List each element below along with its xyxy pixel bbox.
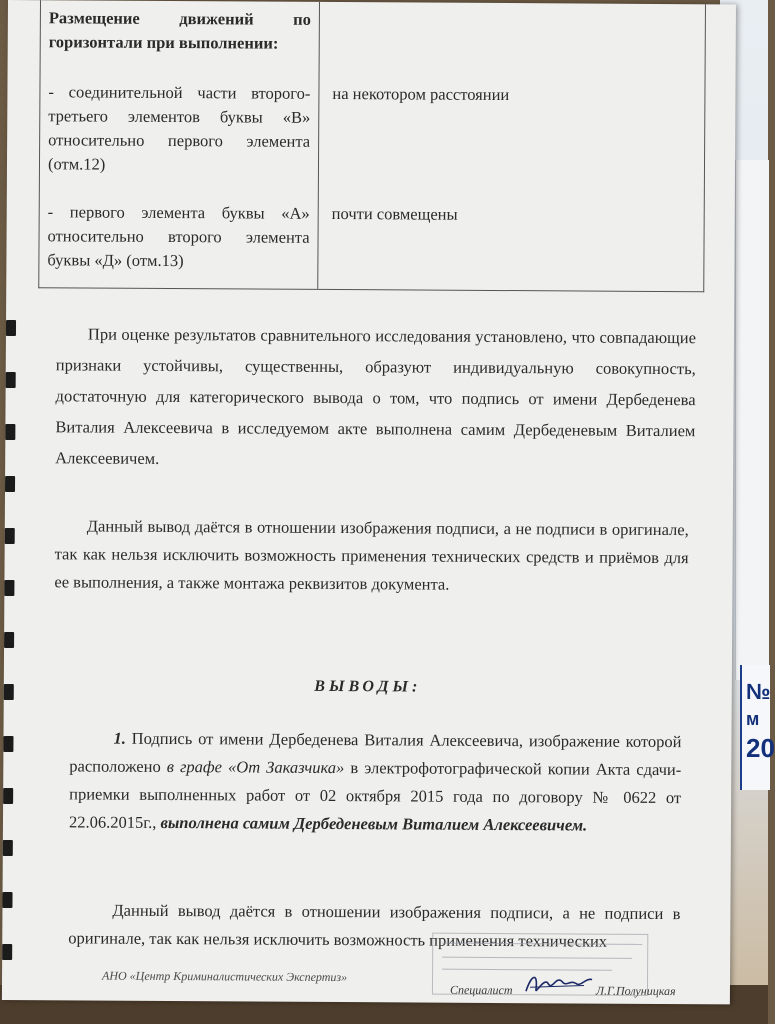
- signature: [522, 969, 594, 999]
- card-glyph-1: №: [746, 679, 771, 704]
- comparison-table: [38, 0, 706, 292]
- footer-organization: АНО «Центр Криминалистических Экспертиз»: [101, 968, 348, 985]
- spiral-binding: [2, 320, 16, 1000]
- table-row-2-feature: - первого элемента буквы «А» относительно второго элемента буквы «Д» (отм.13): [47, 202, 310, 271]
- table-row-1-value: на некотором расстоянии: [332, 83, 510, 105]
- conclusion-number: 1.: [113, 728, 126, 748]
- conclusion-text-b: в электрофотографической копии Акта сдачи-приемки выполненных работ от 02 октября 2015 года по договору № 0622 от 22.06.2015г.,: [68, 758, 682, 832]
- conclusion-text-italic: в графе «От Заказчика»: [166, 756, 345, 778]
- background-card: [735, 160, 769, 680]
- table-divider: [317, 2, 320, 289]
- document-page: [2, 0, 736, 1004]
- card-glyph-3: 20: [746, 733, 775, 763]
- table-header: Размещение движений по горизонтали при выполнении:: [48, 8, 311, 53]
- footer-specialist-name: Л.Г.Полуницкая: [595, 983, 676, 999]
- conclusion-text-bold: выполнена самим Дербеденевым Виталием Алексеевичем.: [160, 812, 588, 835]
- conclusion-item-1: [69, 724, 682, 840]
- background-blue-card: [740, 665, 775, 790]
- paragraph-final-caveat: Данный вывод даётся в отношении изображения подписи, а не подписи в оригинале, так как нельзя исключить возможность применения технических: [68, 900, 681, 951]
- card-glyph-2: м: [746, 709, 760, 729]
- paragraph-caveat: Данный вывод даётся в отношении изображения подписи, а не подписи в оригинале, так как нельзя исключить возможность применения технических средств и приёмов для ее выполнения, а также монтажа реквизитов документа.: [54, 516, 689, 594]
- footer-specialist-label: Специалист: [449, 982, 513, 998]
- conclusions-heading: ВЫВОДЫ:: [314, 677, 422, 696]
- paragraph-findings: При оценке результатов сравнительного исследования установлено, что совпадающие признаки устойчивы, существенны, образуют индивидуальную совокупность, достаточную для категорического вывода о том, что подпись от имени Дербеденева Виталия Алексеевича в исследуемом акте выполнена самим Дербеденевым Виталием Алексеевичем.: [55, 324, 697, 468]
- table-row-2-value: почти совмещены: [331, 203, 458, 224]
- conclusion-text-a: Подпись от имени Дербеденева Виталия Алексеевича, изображение которой расположено: [69, 728, 682, 776]
- table-row-1-feature: - соединительной части второго-третьего элементов буквы «В» относительно первого элемента (отм.12): [47, 82, 311, 174]
